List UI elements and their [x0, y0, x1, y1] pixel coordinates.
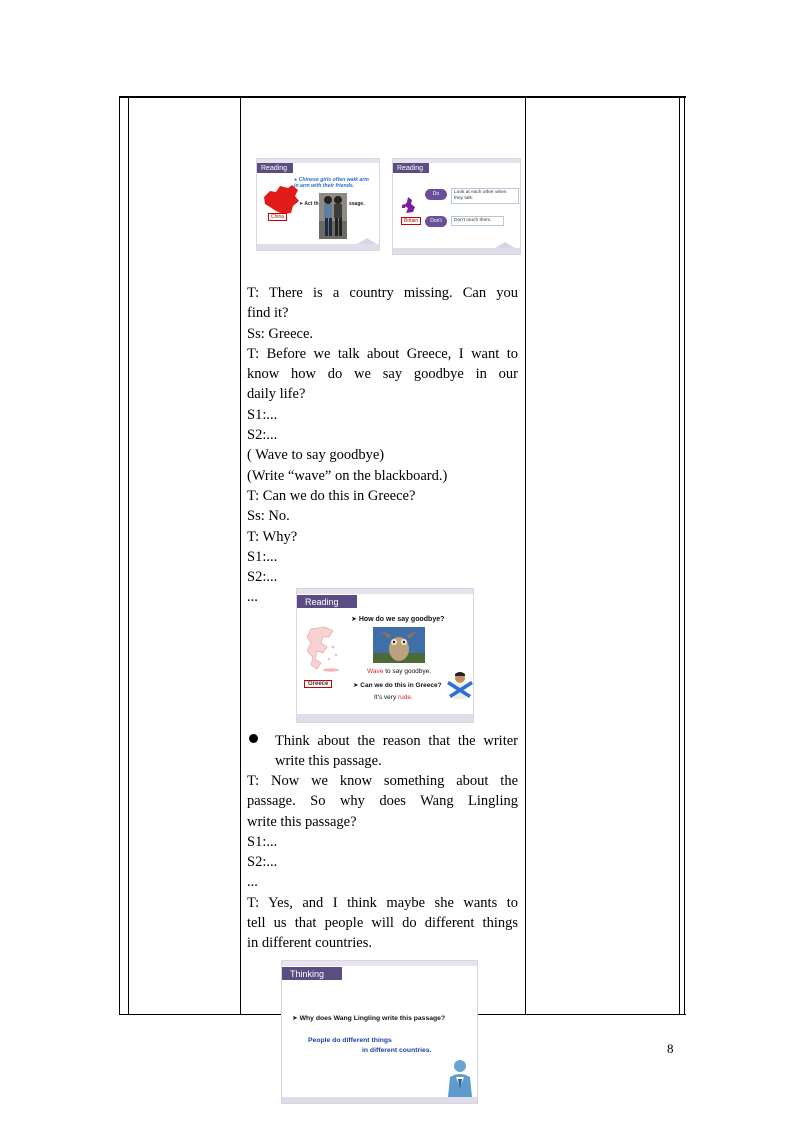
dialogue-line: T: Why?: [247, 528, 298, 545]
bullet-line: write this passage.: [275, 753, 382, 770]
slide-china: Reading China ● Chinese girls often walk arm in arm with their friends. ➤ Act th ssage.: [256, 158, 380, 251]
dialogue-line: S2:...: [247, 854, 278, 871]
dont-pill: Don't: [425, 216, 447, 227]
col-right-inner-border: [679, 96, 680, 1015]
col-divider-2: [525, 96, 526, 1015]
dialogue-line: in different countries.: [247, 935, 372, 952]
dialogue-line: ...: [247, 589, 258, 606]
britain-map-icon: [402, 197, 416, 213]
dialogue-line: S2:...: [247, 569, 278, 586]
slide-country-label: Greece: [304, 680, 332, 688]
owl-photo-icon: [373, 627, 425, 663]
wave-word: Wave: [367, 668, 384, 675]
dialogue-line: T: There is a country missing. Can you: [247, 285, 518, 301]
dialogue-line: passage. So why does Wang Lingling: [247, 793, 518, 810]
dialogue-line: ( Wave to say goodbye): [247, 447, 385, 464]
girls-photo-icon: [319, 193, 347, 239]
slide-tag: Reading: [393, 163, 429, 173]
dialogue-line: Ss: Greece.: [247, 325, 314, 342]
col-divider-1: [240, 96, 241, 1015]
dialogue-line: T: Yes, and I think maybe she wants to: [247, 894, 518, 911]
table-right-border: [684, 96, 685, 1015]
slide-tag: Reading: [297, 595, 357, 608]
dialogue-block-1: [247, 283, 518, 608]
thinking-man-icon: [444, 1057, 476, 1097]
dialogue-line: write this passage?: [247, 813, 357, 830]
dialogue-line: T: Now we know something about the: [247, 773, 518, 789]
slide-act-prefix: Act th: [304, 201, 319, 207]
do-pill: Do: [425, 189, 447, 200]
dialogue-line: T: Can we do this in Greece?: [247, 487, 416, 504]
dialogue-line: (Write “wave” on the blackboard.): [247, 467, 448, 484]
slide-act-suffix: ssage.: [349, 201, 365, 207]
dialogue-line: tell us that people will do different things: [247, 915, 518, 932]
dialogue-line: ...: [247, 874, 258, 891]
dialogue-line: daily life?: [247, 386, 306, 403]
answer-line2: in different countries.: [362, 1047, 432, 1054]
bullet-line: Think about the reason that the writer: [275, 733, 518, 749]
slide-bullet-line2: in arm with their friends.: [294, 183, 355, 190]
page-number: 8: [667, 1041, 674, 1056]
slide-question2: Can we do this in Greece?: [360, 682, 442, 689]
dialogue-line: Ss: No.: [247, 508, 290, 525]
greece-map-icon: [303, 625, 343, 673]
slide-country-label: China: [268, 213, 287, 221]
slide-country-label: Britain: [401, 217, 421, 225]
dialogue-line: T: Before we talk about Greece, I want to: [247, 345, 518, 362]
bullet-task: [247, 731, 518, 772]
do-text: Look at each other when they talk.: [451, 188, 519, 204]
slide-tag: Thinking: [282, 967, 342, 980]
slide-question: Why does Wang Lingling write this passage?: [299, 1015, 446, 1022]
table-top-border: [119, 96, 686, 98]
dialogue-line: find it?: [247, 305, 289, 322]
slide-tag: Reading: [257, 163, 293, 173]
slide-britain: [392, 158, 521, 255]
bullet-dot-icon: [247, 731, 275, 772]
slide-greece: Reading ➤ How do we say goodbye? Greece Wave to say goodbye. ➤ Can we do this in Greece? It's very rude.: [296, 588, 474, 723]
wave-rest: to say goodbye.: [385, 668, 432, 675]
dont-text: Don't touch them.: [451, 216, 504, 226]
dialogue-line: S1:...: [247, 833, 278, 850]
col1-inner-border: [128, 96, 129, 1015]
dialogue-line: S2:...: [247, 427, 278, 444]
dialogue-line: S1:...: [247, 548, 278, 565]
table-left-border: [119, 96, 120, 1015]
dialogue-line: S1:...: [247, 406, 278, 423]
slide-thinking: Thinking ➤ Why does Wang Lingling write this passage? People do different things in different countries.: [281, 960, 478, 1104]
answer-line1: People do different things: [308, 1037, 392, 1044]
rude-word: rude.: [398, 694, 413, 701]
dialogue-block-2: [247, 771, 518, 954]
slide-bullet-line1: Chinese girls often walk arm: [298, 177, 369, 183]
boy-crossed-arms-icon: [447, 671, 473, 703]
dialogue-line: know how do we say goodbye in our: [247, 366, 518, 383]
slide-question: How do we say goodbye?: [358, 616, 445, 623]
rude-prefix: It's very: [374, 694, 397, 701]
